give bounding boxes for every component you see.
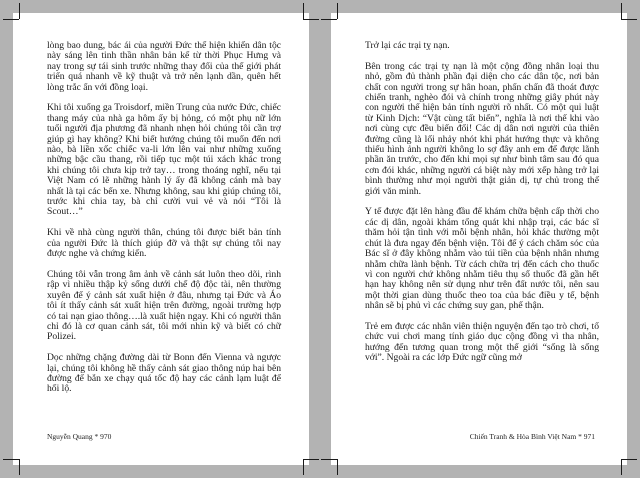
crop-mark bbox=[321, 459, 337, 460]
crop-mark bbox=[621, 3, 622, 19]
crop-mark bbox=[19, 459, 20, 475]
paragraph: Khi tôi xuống ga Troisdorf, miền Trung của nước Đức, chiếc thang máy của nhà ga hôm ấy bị hỏng, có một phụ nữ lớn tuổi người địa phương đã nhanh nhẹn hỏi chúng tôi cần trợ giúp gì hay không? Khi biết hướng chúng tôi muốn đến nơi nào, bà liền xốc chiếc va-li lớn lên vai như những xuống những bậc cầu thang, rồi tiếp tục một túi xách khác trong khi chúng tôi chưa kịp trở tay… trong thoáng nghĩ, nếu tại Việt Nam có lẽ những hành lý ấy đã không cánh mà bay nhất là tại các bến xe. Nhưng không, sau khi giúp chúng tôi, trước khi chia tay, bà chỉ cười vui vẻ và nói “Tôi là Scout…” bbox=[47, 102, 281, 218]
paragraph: Khi về nhà cùng người thân, chúng tôi được biết bản tính của người Đức là thích giúp đỡ và thật sự chúng tôi nay được nghe và chứng kiến. bbox=[47, 227, 281, 260]
paragraph: Bên trong các trại tỵ nạn là một cộng đồng nhân loại thu nhỏ, gồm đủ thành phần đại diện cho các dân tộc, nơi bản chất con người trong sự hân hoan, phấn chấn đã thoát được chiến tranh, nghèo đói và chính trong những giây phút này con người thể hiện bản tính người rõ nhất. Có một qui luật từ Kinh Dịch: “Vật cùng tất biến”, nghĩa là nơi thế khi vào nơi cùng cực đều biến đổi! Các dị dân nơi người của thiên đường cũng là lối nhảy nhót khi phát hướng thực và không thiếu hình ảnh người không lo sợ đây anh em để được lãnh phần ăn trước, cho đến khi mọi sự như bình tâm sau đó qua cơn đói khác, những người cá biệt này mới xếp hàng trở lại bình thường như mọi người thật giản dị, tự chủ trong thế giới văn minh. bbox=[365, 60, 599, 197]
crop-mark bbox=[621, 19, 637, 20]
crop-mark bbox=[303, 459, 304, 475]
crop-mark bbox=[303, 19, 319, 20]
paragraph: lòng bao dung, bác ái của người Đức thể hiện khiến dân tộc này sáng lên tinh thần nhân bản kể từ thời Phục Hưng và nay trong sự tái sinh trước những thay đổi của thế giới phát triển quá nhanh về kỹ thuật và trở nên lạnh dần, quên hết lòng trắc ẩn với đồng loại. bbox=[47, 40, 281, 93]
crop-mark bbox=[303, 3, 304, 19]
left-page-footer: Nguyễn Quang * 970 bbox=[47, 432, 112, 441]
paragraph: Y tế được đặt lên hàng đầu để khám chữa bệnh cấp thời cho các dị dân, ngoài khám tổng quát khi nhập trại, các bác sĩ thăm hỏi tận tình với mỗi bệnh nhân, hỏi khác thường một chút là đưa ngay đến bệnh viện. Tôi để ý cách chăm sóc của Bác sĩ ở đây không nhằm vào túi tiền của bệnh nhân nhưng nhằm chữa lành bệnh. Từ cách chữa trị đến cách cho thuốc vì con người chứ không nhằm tiêu thụ số thuốc đã gần hết hạn hay không nên sử dụng như trên đất nước tôi, nên sau một thời gian dùng thuốc theo toa của bác điều y tế, bệnh nhân sẽ bị phủ vì các chứng suy gan, phế thận. bbox=[365, 206, 599, 312]
crop-mark bbox=[3, 19, 19, 20]
paragraph: Dọc những chặng đường dài từ Bonn đến Vienna và ngược lại, chúng tôi không hề thấy cảnh sát giao thông núp hai bên đường để bắn xe chạy quá tốc độ hay các cảnh lạm luật để hối lộ. bbox=[47, 352, 281, 395]
crop-mark bbox=[621, 459, 622, 475]
paragraph: Trở lại các trại tỵ nạn. bbox=[365, 40, 450, 51]
right-page bbox=[331, 13, 627, 465]
crop-mark bbox=[337, 3, 338, 19]
crop-mark bbox=[303, 459, 319, 460]
right-page-body bbox=[365, 41, 599, 374]
crop-mark bbox=[321, 19, 337, 20]
crop-mark bbox=[621, 459, 637, 460]
left-page-body bbox=[47, 41, 281, 405]
crop-mark bbox=[337, 459, 338, 475]
left-page bbox=[13, 13, 309, 465]
right-page-footer: Chiến Tranh & Hòa Bình Việt Nam * 971 bbox=[469, 432, 595, 441]
paragraph: Chúng tôi vẫn trong âm ảnh về cảnh sát luôn theo dõi, rình rập vì nhiều thập kỷ sống dưới chế độ độc tài, nên thường xuyên để ý cảnh sát xuất hiện ở đâu, nhưng tại Đức và Áo tôi ít thấy cảnh sát xuất hiện trên đường, ngoài trường hợp có tai nạn giao thông….là xuất hiện ngay. Khi có người thân chỉ đó là cơ quan cảnh sát, tôi mới nhìn kỹ và biết có chữ Polizei. bbox=[47, 268, 281, 343]
crop-mark bbox=[3, 459, 19, 460]
paragraph: Trẻ em được các nhân viên thiện nguyện đến tạo trò chơi, tổ chức vui chơi mang tính giáo dục cộng đồng vì tha nhân, hướng đến tương quan trong một thế giới “sống là sống với”. Ngoài ra các lớp Đức ngữ cũng mở bbox=[365, 320, 599, 364]
crop-mark bbox=[19, 3, 20, 19]
